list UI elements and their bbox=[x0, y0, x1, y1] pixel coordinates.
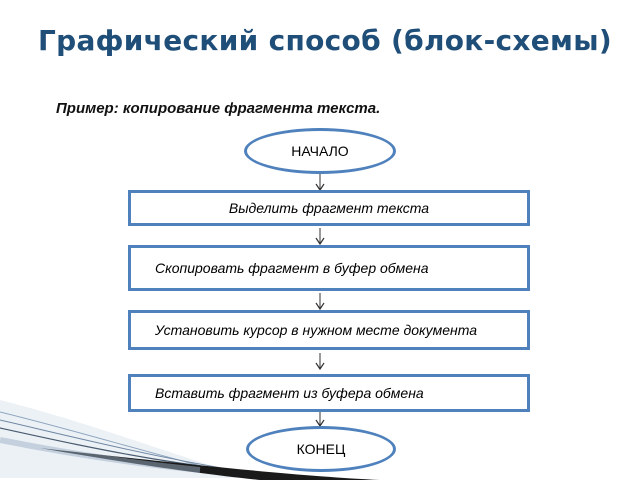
process-step-paste bbox=[128, 374, 530, 412]
slide-subtitle: Пример: копирование фрагмента текста. bbox=[56, 100, 381, 117]
process-step-select bbox=[128, 190, 530, 226]
step-label: Выделить фрагмент текста bbox=[228, 200, 430, 216]
flow-arrow bbox=[313, 293, 327, 311]
start-terminal bbox=[244, 128, 396, 174]
flow-arrow bbox=[313, 353, 327, 371]
end-terminal bbox=[246, 426, 396, 472]
start-label: НАЧАЛО bbox=[291, 143, 349, 159]
process-step-copy bbox=[128, 245, 530, 291]
step-label: Скопировать фрагмент в буфер обмена bbox=[155, 260, 429, 276]
step-label: Установить курсор в нужном месте документа bbox=[155, 322, 478, 338]
process-step-cursor bbox=[128, 310, 530, 350]
flow-arrow bbox=[313, 228, 327, 246]
end-label: КОНЕЦ bbox=[296, 441, 346, 457]
slide-title: Графический способ (блок-схемы) bbox=[38, 24, 612, 57]
step-label: Вставить фрагмент из буфера обмена bbox=[155, 385, 424, 401]
